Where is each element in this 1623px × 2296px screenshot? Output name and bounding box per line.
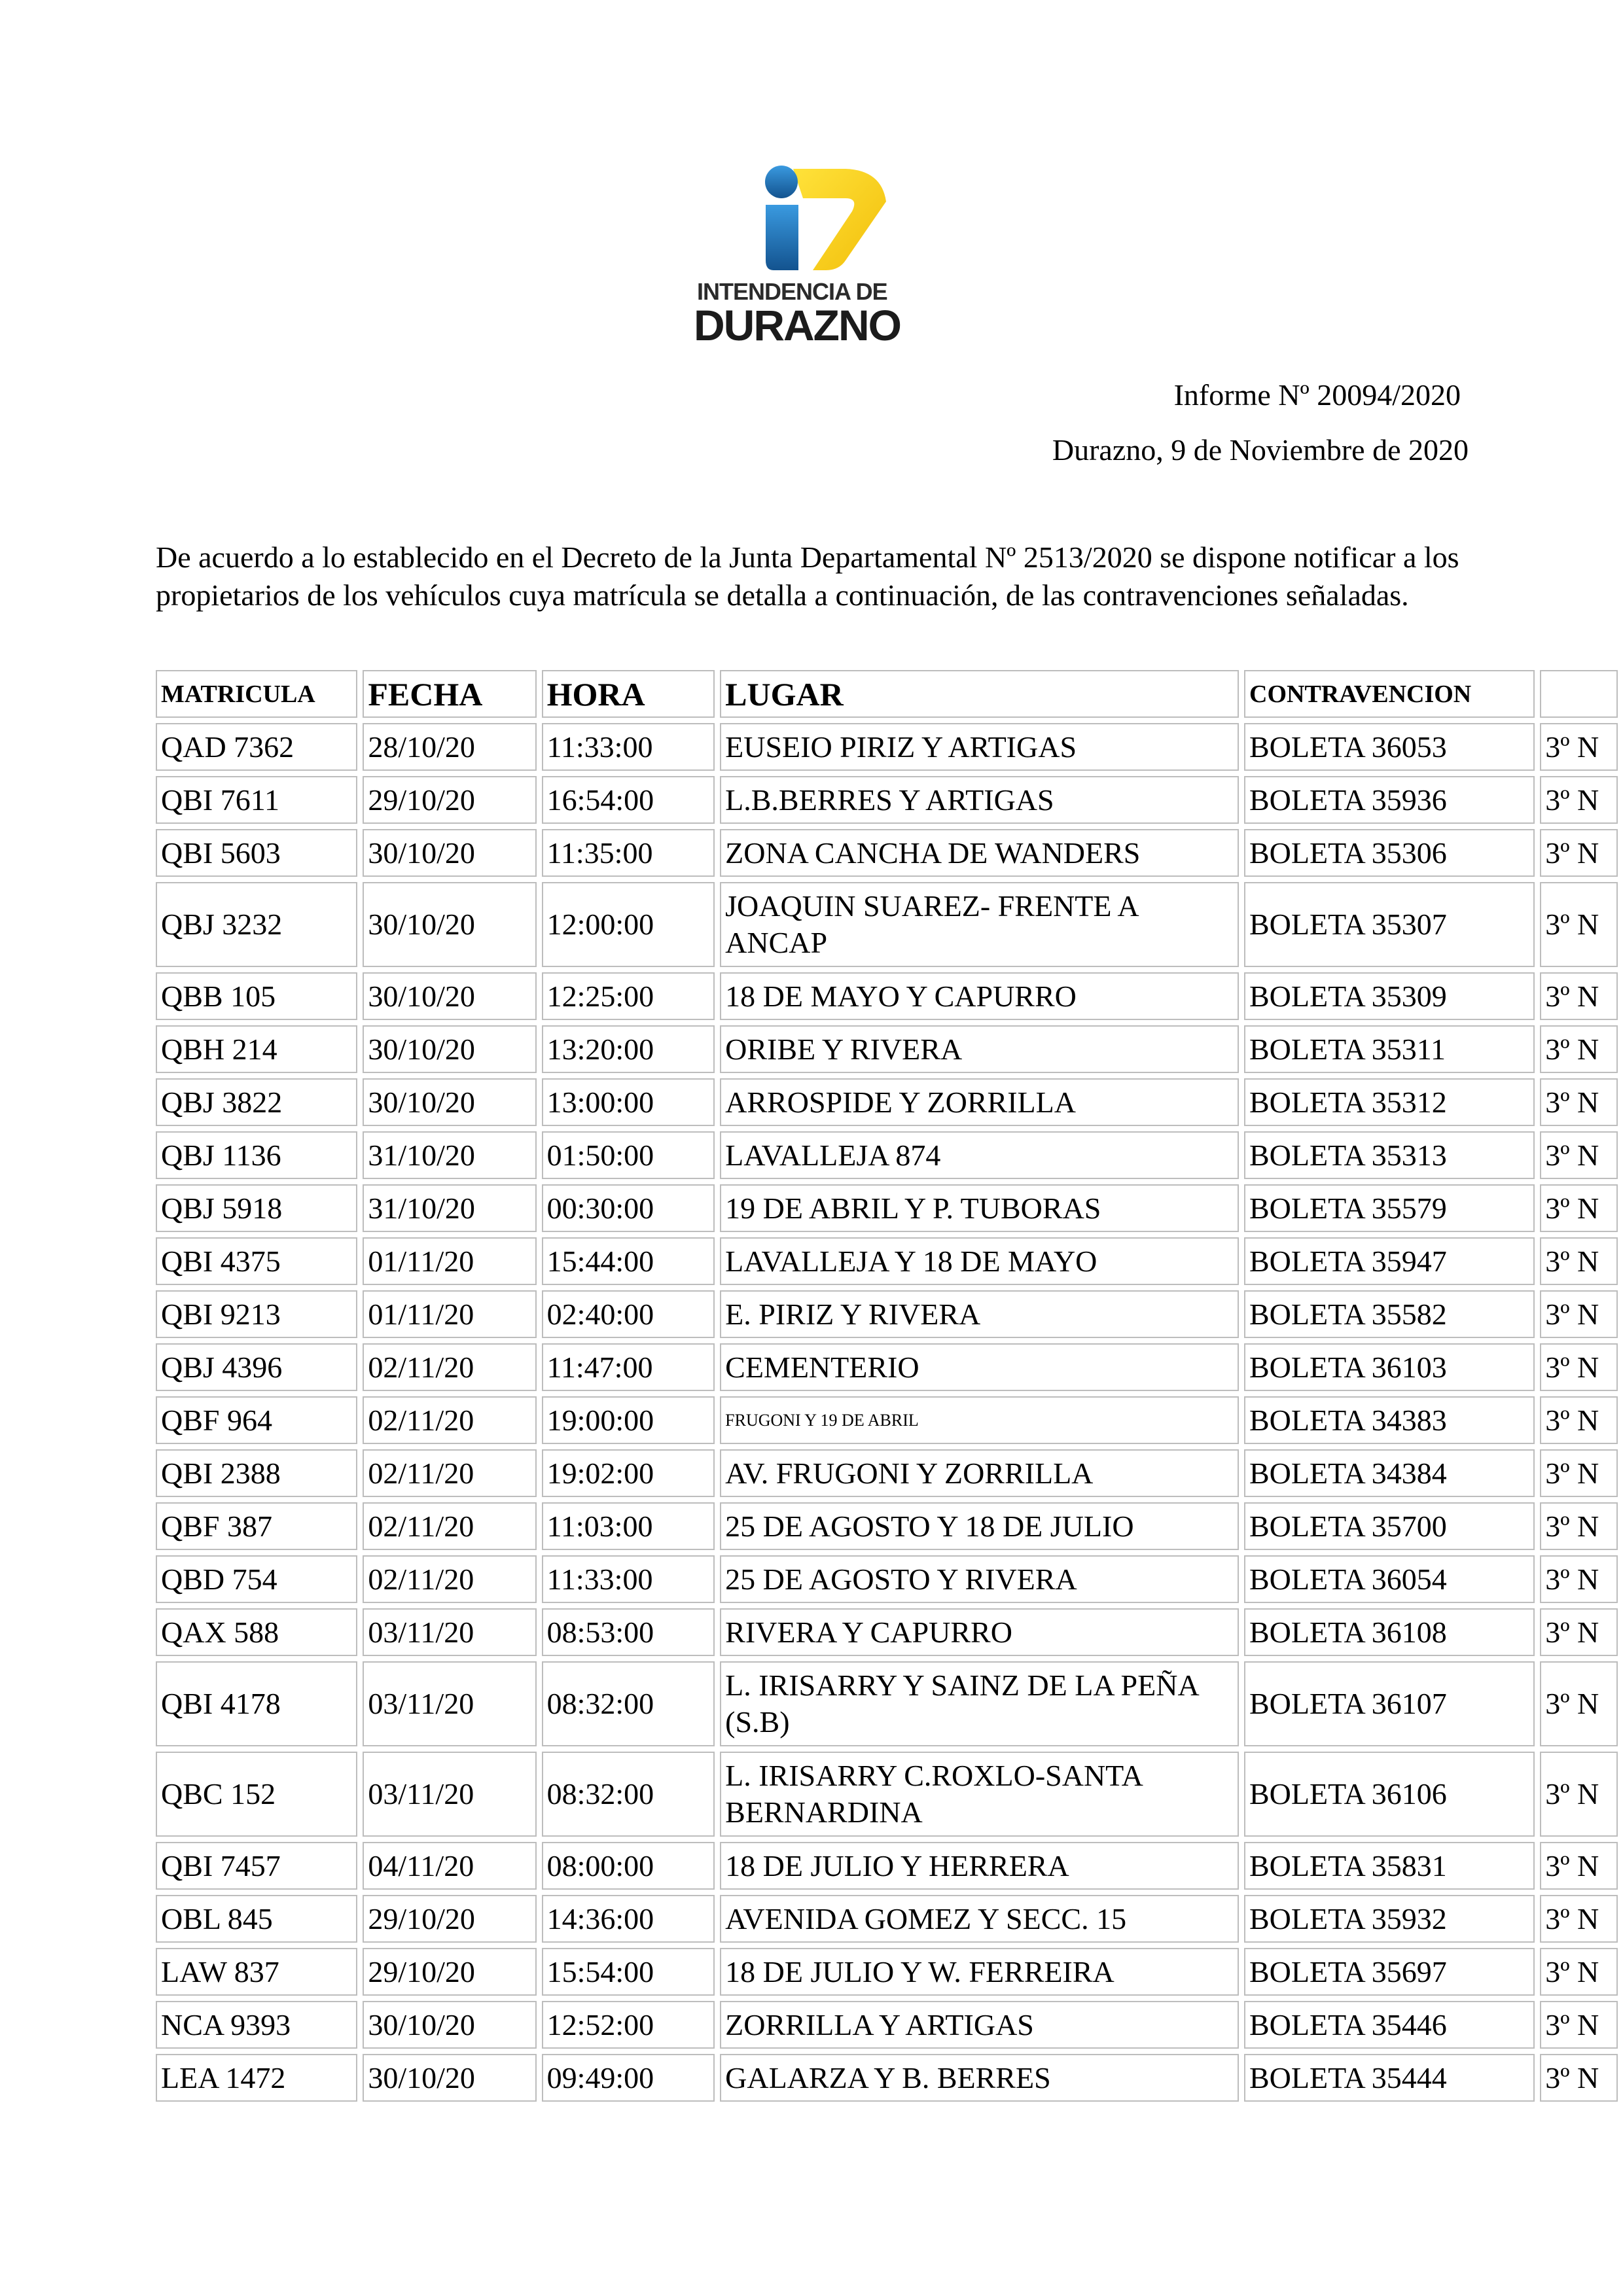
cell-lugar: EUSEIO PIRIZ Y ARTIGAS — [720, 723, 1239, 771]
infractions-table — [151, 665, 1623, 2107]
cell-contravencion: BOLETA 35446 — [1244, 2001, 1535, 2049]
table-header-row — [156, 670, 1618, 718]
cell-contravencion: BOLETA 35947 — [1244, 1237, 1535, 1285]
cell-matricula: QAX 588 — [156, 1608, 357, 1656]
cell-fecha: 30/10/20 — [363, 882, 536, 967]
cell-lugar: L. IRISARRY C.ROXLO-SANTA BERNARDINA — [720, 1752, 1239, 1837]
cell-hora: 00:30:00 — [542, 1184, 715, 1232]
cell-contravencion: BOLETA 35936 — [1244, 776, 1535, 824]
cell-extra: 3º N — [1540, 972, 1618, 1020]
cell-matricula: LAW 837 — [156, 1948, 357, 1996]
cell-contravencion: BOLETA 35312 — [1244, 1078, 1535, 1126]
cell-extra: 3º N — [1540, 1608, 1618, 1656]
table-row — [156, 1842, 1618, 1890]
cell-fecha: 02/11/20 — [363, 1343, 536, 1391]
logo-mark-icon — [747, 162, 898, 275]
cell-matricula: QBI 4375 — [156, 1237, 357, 1285]
cell-fecha: 04/11/20 — [363, 1842, 536, 1890]
cell-matricula: QBJ 5918 — [156, 1184, 357, 1232]
cell-contravencion: BOLETA 35306 — [1244, 829, 1535, 877]
header-contravencion: CONTRAVENCION — [1244, 670, 1535, 718]
cell-lugar: ZONA CANCHA DE WANDERS — [720, 829, 1239, 877]
cell-extra: 3º N — [1540, 1449, 1618, 1497]
cell-lugar: L.B.BERRES Y ARTIGAS — [720, 776, 1239, 824]
cell-lugar: GALARZA Y B. BERRES — [720, 2054, 1239, 2102]
table-row — [156, 1025, 1618, 1073]
cell-matricula: QBC 152 — [156, 1752, 357, 1837]
cell-lugar: 19 DE ABRIL Y P. TUBORAS — [720, 1184, 1239, 1232]
cell-contravencion: BOLETA 35697 — [1244, 1948, 1535, 1996]
cell-fecha: 03/11/20 — [363, 1608, 536, 1656]
cell-contravencion: BOLETA 36053 — [1244, 723, 1535, 771]
cell-fecha: 30/10/20 — [363, 2001, 536, 2049]
intendencia-logo — [694, 162, 936, 349]
cell-contravencion: BOLETA 34384 — [1244, 1449, 1535, 1497]
cell-matricula: QBB 105 — [156, 972, 357, 1020]
cell-lugar: JOAQUIN SUAREZ- FRENTE A ANCAP — [720, 882, 1239, 967]
cell-contravencion: BOLETA 35309 — [1244, 972, 1535, 1020]
cell-fecha: 29/10/20 — [363, 776, 536, 824]
cell-fecha: 31/10/20 — [363, 1131, 536, 1179]
logo-text-durazno: DURAZNO — [694, 301, 901, 349]
cell-matricula: QBF 964 — [156, 1396, 357, 1444]
cell-contravencion: BOLETA 35831 — [1244, 1842, 1535, 1890]
cell-hora: 13:00:00 — [542, 1078, 715, 1126]
cell-lugar: 18 DE MAYO Y CAPURRO — [720, 972, 1239, 1020]
cell-lugar: ZORRILLA Y ARTIGAS — [720, 2001, 1239, 2049]
cell-lugar: 25 DE AGOSTO Y RIVERA — [720, 1555, 1239, 1603]
cell-hora: 15:54:00 — [542, 1948, 715, 1996]
cell-extra: 3º N — [1540, 723, 1618, 771]
cell-extra: 3º N — [1540, 1396, 1618, 1444]
cell-contravencion: BOLETA 35579 — [1244, 1184, 1535, 1232]
cell-matricula: QBD 754 — [156, 1555, 357, 1603]
table-row — [156, 1449, 1618, 1497]
cell-contravencion: BOLETA 34383 — [1244, 1396, 1535, 1444]
cell-matricula: OBL 845 — [156, 1895, 357, 1943]
cell-matricula: QAD 7362 — [156, 723, 357, 771]
cell-contravencion: BOLETA 35582 — [1244, 1290, 1535, 1338]
cell-hora: 11:33:00 — [542, 723, 715, 771]
table-row — [156, 1078, 1618, 1126]
cell-lugar: 25 DE AGOSTO Y 18 DE JULIO — [720, 1502, 1239, 1550]
header-matricula: MATRICULA — [156, 670, 357, 718]
cell-hora: 08:32:00 — [542, 1752, 715, 1837]
cell-lugar: RIVERA Y CAPURRO — [720, 1608, 1239, 1656]
table-row — [156, 723, 1618, 771]
table-row — [156, 1343, 1618, 1391]
cell-contravencion: BOLETA 36103 — [1244, 1343, 1535, 1391]
cell-matricula: QBI 2388 — [156, 1449, 357, 1497]
cell-lugar: 18 DE JULIO Y HERRERA — [720, 1842, 1239, 1890]
table-row — [156, 2054, 1618, 2102]
table-row — [156, 1948, 1618, 1996]
table-row — [156, 972, 1618, 1020]
cell-hora: 16:54:00 — [542, 776, 715, 824]
cell-extra: 3º N — [1540, 1661, 1618, 1746]
cell-hora: 08:53:00 — [542, 1608, 715, 1656]
cell-lugar: ARROSPIDE Y ZORRILLA — [720, 1078, 1239, 1126]
cell-contravencion: BOLETA 35444 — [1244, 2054, 1535, 2102]
table-row — [156, 1502, 1618, 1550]
cell-extra: 3º N — [1540, 1131, 1618, 1179]
cell-fecha: 31/10/20 — [363, 1184, 536, 1232]
cell-extra: 3º N — [1540, 1895, 1618, 1943]
cell-hora: 08:32:00 — [542, 1661, 715, 1746]
cell-lugar: AV. FRUGONI Y ZORRILLA — [720, 1449, 1239, 1497]
cell-fecha: 28/10/20 — [363, 723, 536, 771]
cell-contravencion: BOLETA 35313 — [1244, 1131, 1535, 1179]
cell-hora: 09:49:00 — [542, 2054, 715, 2102]
cell-contravencion: BOLETA 35311 — [1244, 1025, 1535, 1073]
cell-lugar: ORIBE Y RIVERA — [720, 1025, 1239, 1073]
cell-extra: 3º N — [1540, 1948, 1618, 1996]
cell-fecha: 02/11/20 — [363, 1449, 536, 1497]
cell-matricula: NCA 9393 — [156, 2001, 357, 2049]
table-row — [156, 776, 1618, 824]
table-row — [156, 2001, 1618, 2049]
cell-hora: 14:36:00 — [542, 1895, 715, 1943]
table-row — [156, 1184, 1618, 1232]
cell-contravencion: BOLETA 36054 — [1244, 1555, 1535, 1603]
cell-extra: 3º N — [1540, 829, 1618, 877]
table-row — [156, 882, 1618, 967]
cell-matricula: QBJ 3232 — [156, 882, 357, 967]
cell-matricula: QBI 7457 — [156, 1842, 357, 1890]
cell-fecha: 02/11/20 — [363, 1396, 536, 1444]
cell-hora: 19:02:00 — [542, 1449, 715, 1497]
cell-fecha: 03/11/20 — [363, 1752, 536, 1837]
header-fecha: FECHA — [363, 670, 536, 718]
table-row — [156, 1555, 1618, 1603]
cell-hora: 19:00:00 — [542, 1396, 715, 1444]
table-row — [156, 1752, 1618, 1837]
cell-matricula: QBF 387 — [156, 1502, 357, 1550]
header-extra — [1540, 670, 1618, 718]
cell-hora: 11:35:00 — [542, 829, 715, 877]
cell-hora: 08:00:00 — [542, 1842, 715, 1890]
cell-lugar: E. PIRIZ Y RIVERA — [720, 1290, 1239, 1338]
cell-lugar: LAVALLEJA 874 — [720, 1131, 1239, 1179]
cell-matricula: QBI 5603 — [156, 829, 357, 877]
cell-fecha: 29/10/20 — [363, 1948, 536, 1996]
cell-hora: 11:33:00 — [542, 1555, 715, 1603]
cell-extra: 3º N — [1540, 2001, 1618, 2049]
cell-extra: 3º N — [1540, 1184, 1618, 1232]
cell-fecha: 30/10/20 — [363, 1078, 536, 1126]
table-row — [156, 1895, 1618, 1943]
cell-contravencion: BOLETA 35700 — [1244, 1502, 1535, 1550]
cell-fecha: 03/11/20 — [363, 1661, 536, 1746]
table-row — [156, 829, 1618, 877]
cell-matricula: QBI 9213 — [156, 1290, 357, 1338]
report-number: Informe Nº 20094/2020 — [1173, 378, 1461, 412]
cell-lugar: L. IRISARRY Y SAINZ DE LA PEÑA (S.B) — [720, 1661, 1239, 1746]
cell-hora: 02:40:00 — [542, 1290, 715, 1338]
cell-lugar: CEMENTERIO — [720, 1343, 1239, 1391]
cell-fecha: 02/11/20 — [363, 1555, 536, 1603]
cell-lugar: FRUGONI Y 19 DE ABRIL — [720, 1396, 1239, 1444]
cell-extra: 3º N — [1540, 2054, 1618, 2102]
cell-extra: 3º N — [1540, 1555, 1618, 1603]
table-row — [156, 1237, 1618, 1285]
cell-hora: 12:00:00 — [542, 882, 715, 967]
cell-fecha: 01/11/20 — [363, 1237, 536, 1285]
cell-contravencion: BOLETA 36107 — [1244, 1661, 1535, 1746]
cell-extra: 3º N — [1540, 1752, 1618, 1837]
cell-lugar: AVENIDA GOMEZ Y SECC. 15 — [720, 1895, 1239, 1943]
header-lugar: LUGAR — [720, 670, 1239, 718]
cell-matricula: QBJ 1136 — [156, 1131, 357, 1179]
cell-fecha: 30/10/20 — [363, 972, 536, 1020]
cell-extra: 3º N — [1540, 776, 1618, 824]
cell-hora: 12:52:00 — [542, 2001, 715, 2049]
report-date: Durazno, 9 de Noviembre de 2020 — [1052, 433, 1469, 467]
cell-fecha: 01/11/20 — [363, 1290, 536, 1338]
cell-matricula: QBI 4178 — [156, 1661, 357, 1746]
table-row — [156, 1131, 1618, 1179]
cell-contravencion: BOLETA 36108 — [1244, 1608, 1535, 1656]
cell-hora: 11:47:00 — [542, 1343, 715, 1391]
cell-fecha: 30/10/20 — [363, 1025, 536, 1073]
table-row — [156, 1396, 1618, 1444]
cell-matricula: QBJ 3822 — [156, 1078, 357, 1126]
cell-hora: 12:25:00 — [542, 972, 715, 1020]
cell-extra: 3º N — [1540, 1025, 1618, 1073]
cell-contravencion: BOLETA 35307 — [1244, 882, 1535, 967]
cell-fecha: 29/10/20 — [363, 1895, 536, 1943]
cell-hora: 15:44:00 — [542, 1237, 715, 1285]
cell-extra: 3º N — [1540, 1343, 1618, 1391]
cell-fecha: 30/10/20 — [363, 2054, 536, 2102]
cell-fecha: 02/11/20 — [363, 1502, 536, 1550]
cell-extra: 3º N — [1540, 1290, 1618, 1338]
cell-lugar: LAVALLEJA Y 18 DE MAYO — [720, 1237, 1239, 1285]
cell-extra: 3º N — [1540, 1078, 1618, 1126]
table-row — [156, 1608, 1618, 1656]
cell-hora: 01:50:00 — [542, 1131, 715, 1179]
cell-lugar: 18 DE JULIO Y W. FERREIRA — [720, 1948, 1239, 1996]
cell-extra: 3º N — [1540, 1502, 1618, 1550]
table-row — [156, 1661, 1618, 1746]
cell-extra: 3º N — [1540, 1237, 1618, 1285]
cell-extra: 3º N — [1540, 1842, 1618, 1890]
cell-fecha: 30/10/20 — [363, 829, 536, 877]
cell-hora: 13:20:00 — [542, 1025, 715, 1073]
cell-extra: 3º N — [1540, 882, 1618, 967]
cell-contravencion: BOLETA 35932 — [1244, 1895, 1535, 1943]
cell-matricula: QBI 7611 — [156, 776, 357, 824]
table-row — [156, 1290, 1618, 1338]
cell-matricula: QBH 214 — [156, 1025, 357, 1073]
cell-hora: 11:03:00 — [542, 1502, 715, 1550]
cell-matricula: LEA 1472 — [156, 2054, 357, 2102]
cell-matricula: QBJ 4396 — [156, 1343, 357, 1391]
cell-contravencion: BOLETA 36106 — [1244, 1752, 1535, 1837]
header-hora: HORA — [542, 670, 715, 718]
intro-paragraph: De acuerdo a lo establecido en el Decreto de la Junta Departamental Nº 2513/2020 se dispone notificar a los propietarios de los vehículos cuya matrícula se detalla a continuación, de las contravenciones señaladas. — [156, 540, 1459, 612]
logo-text-intendencia: INTENDENCIA DE — [697, 278, 887, 305]
